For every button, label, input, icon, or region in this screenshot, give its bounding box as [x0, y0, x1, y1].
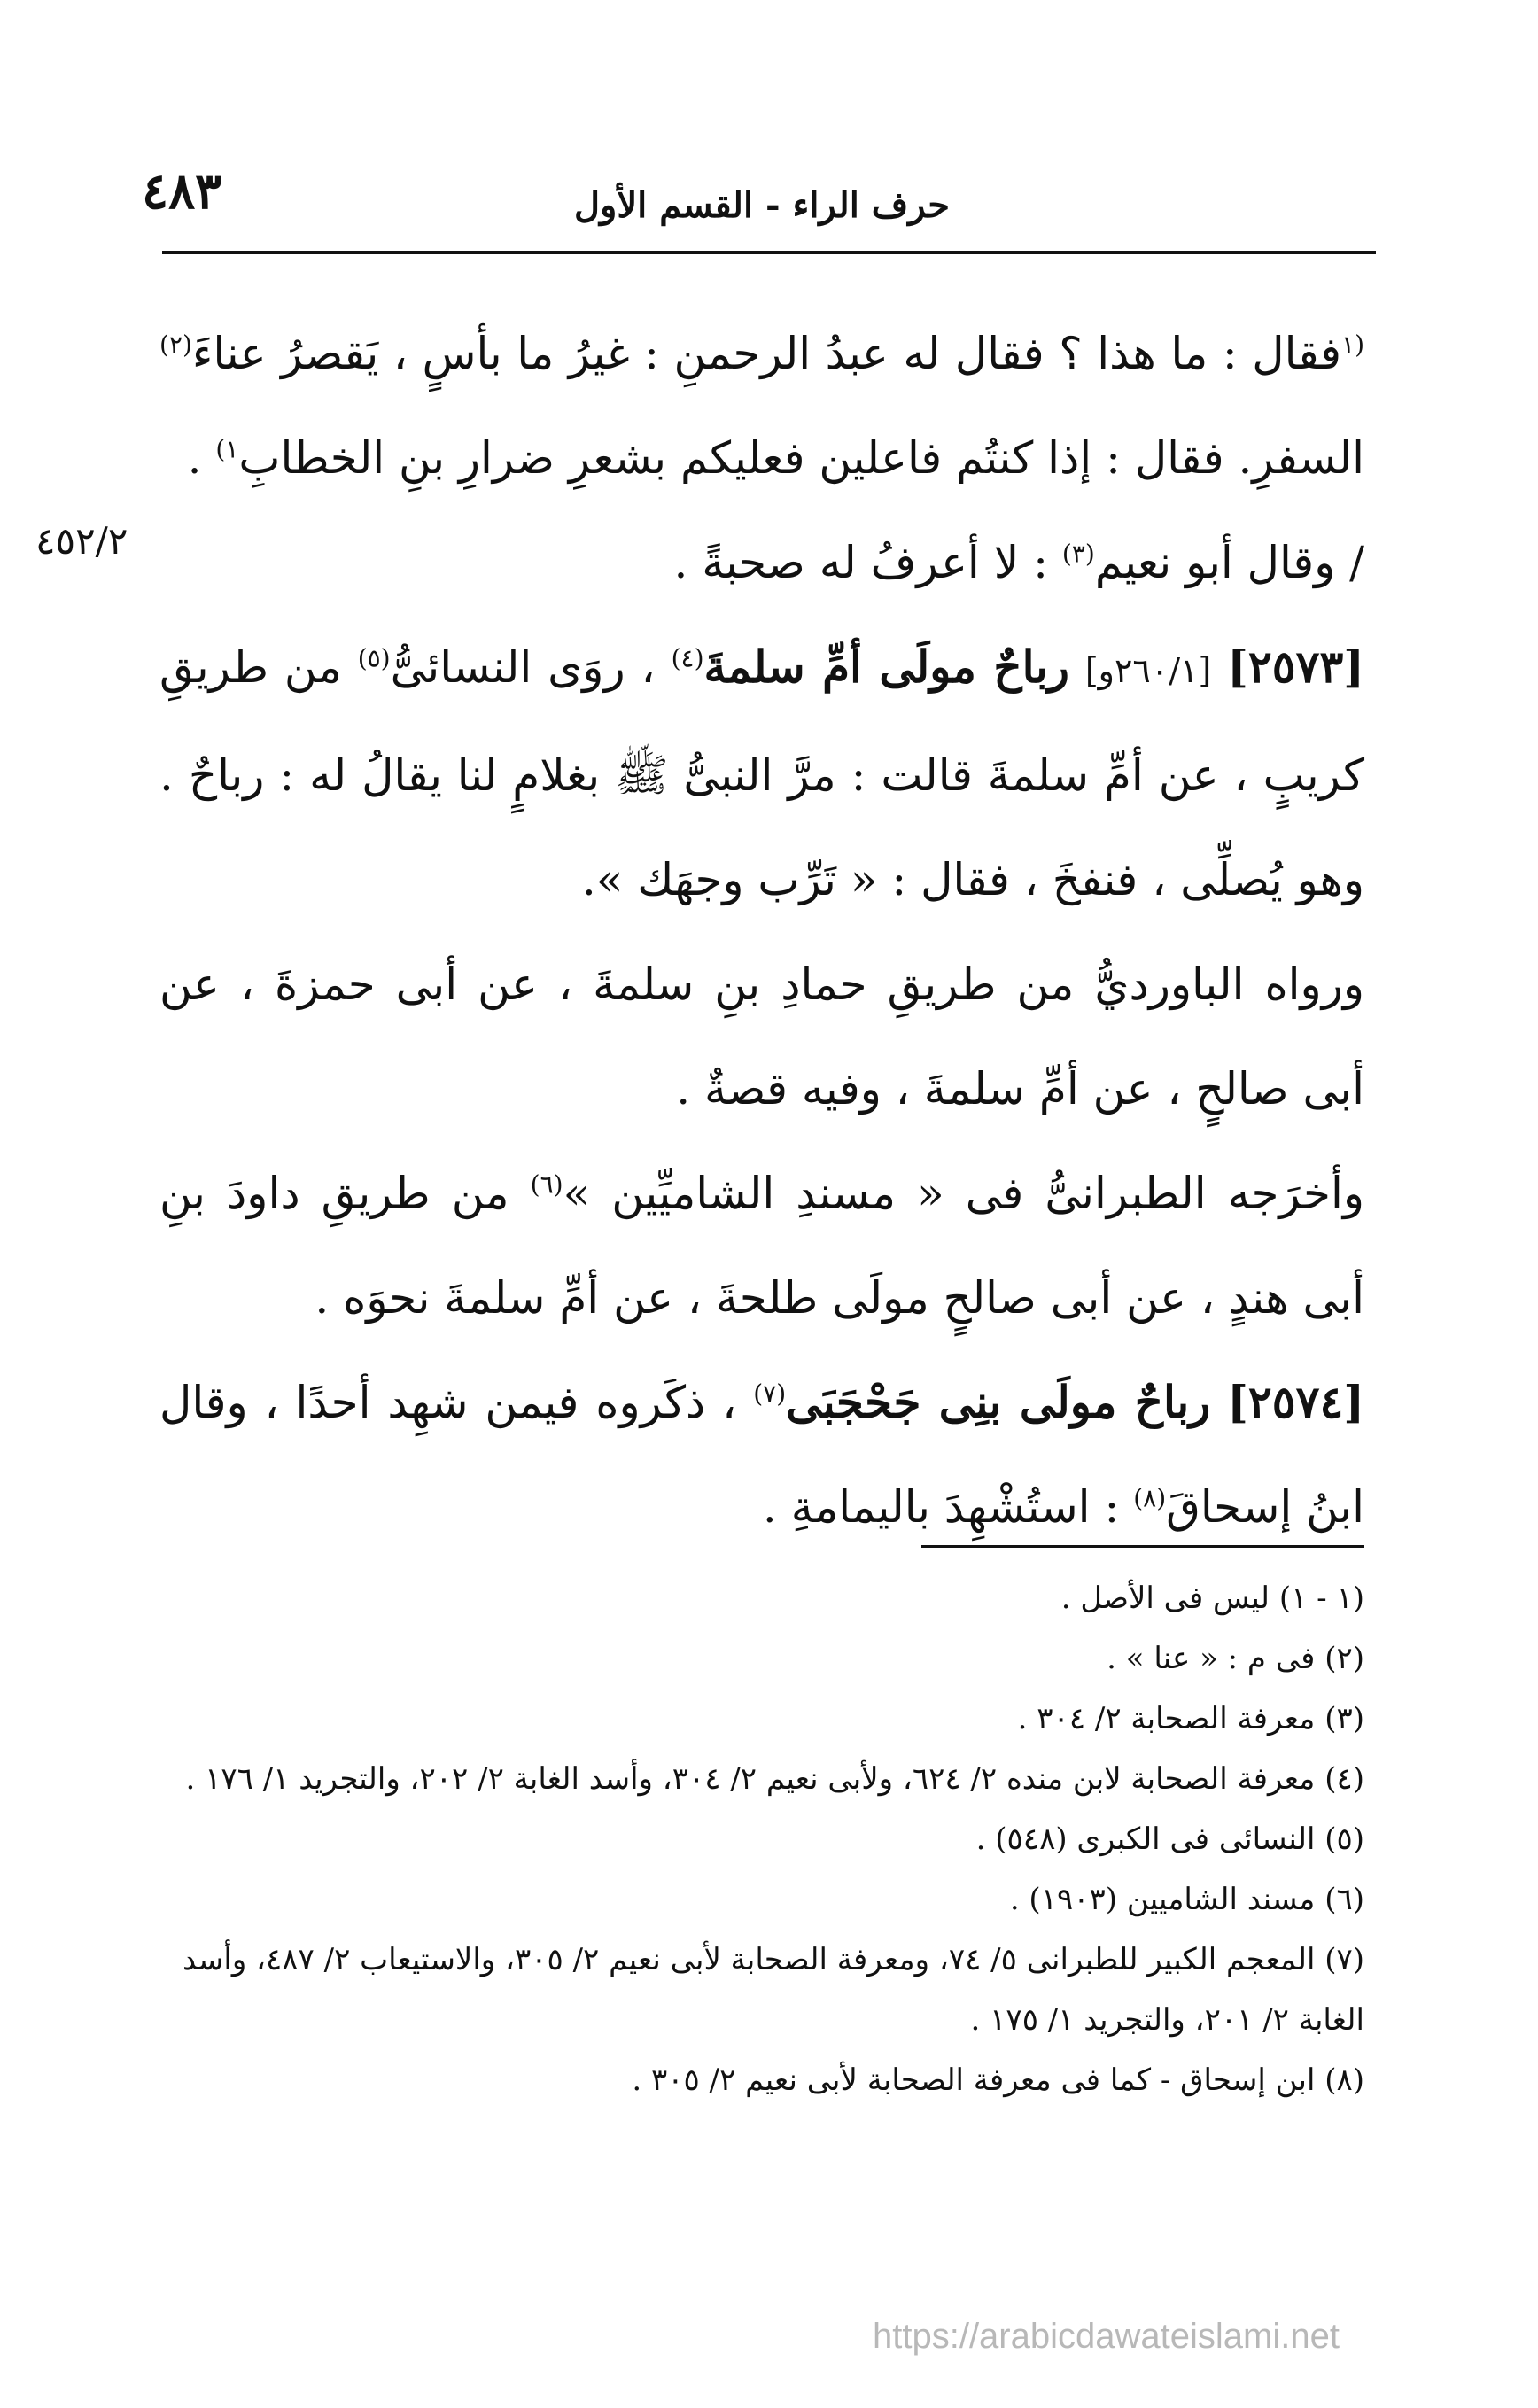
- footnote-rule: [921, 1545, 1364, 1548]
- footnote-marker: (٥): [357, 643, 391, 673]
- entry-number: [٢٥٧٣]: [1227, 641, 1364, 693]
- margin-volume-page-ref: ٤٥٢/٢: [35, 519, 128, 563]
- paragraph-text: .: [187, 432, 202, 484]
- footnote-marker: (٢): [159, 330, 192, 360]
- footnote: (٦) مسند الشاميين (١٩٠٣) .: [1009, 1882, 1364, 1917]
- paragraph-text: ورواه الباورديُّ من طريقِ حمادِ بنِ سلمةَ ، عن أبى حمزةَ ، عن أبى صالحٍ ، عن أمِّ سلمةَ ، وفيه قصةٌ .: [159, 959, 1364, 1115]
- entry-name: رباحٌ مولَى بنِى جَحْجَبَى: [786, 1376, 1211, 1428]
- paragraph-1: [159, 301, 1364, 510]
- watermark-url: https://arabicdawateislami.net: [873, 2317, 1340, 2356]
- paragraph-text: من طريقِ كريبٍ ، عن أمِّ سلمةَ قالت : مرَّ النبىُّ ﷺ بغلامٍ لنا يقالُ له : رباحٌ . وهو يُصلِّى ، فنفخَ ، فقال : « تَرِّب وجهَك ».: [159, 641, 1364, 905]
- footnote-marker: (٧): [753, 1379, 787, 1409]
- running-header-title: حرف الراء - القسم الأول: [573, 184, 950, 226]
- footnote: (٧) المعجم الكبير للطبرانى ٥/ ٧٤، ومعرفة الصحابة لأبى نعيم ٢/ ٣٠٥، والاستيعاب ٢/ ٤٨٧، وأسد الغابة ٢/ ٢٠١، والتجريد ١/ ١٧٥ .: [183, 1942, 1364, 2038]
- paragraph-text: ، روَى النسائىُّ: [390, 641, 656, 693]
- footnote-marker: (٨): [1133, 1483, 1167, 1513]
- footnote: (٣) معرفة الصحابة ٢/ ٣٠٤ .: [1017, 1701, 1364, 1736]
- footnote: (١ - ١) ليس فى الأصل .: [1060, 1581, 1364, 1616]
- footnote-marker: (١: [1341, 330, 1364, 360]
- paragraph-text: من طريقِ داودَ بنِ أبى هندٍ ، عن أبى صالحٍ مولَى طلحةَ ، عن أمِّ سلمةَ نحوَه .: [159, 1168, 1364, 1324]
- paragraph-text: ، ذكَروه فيمن شهِد أحدًا ، وقال ابنُ إسحاقَ: [159, 1377, 1364, 1533]
- paragraph-4: [159, 932, 1364, 1141]
- footnote-marker: (٤): [671, 643, 704, 673]
- footnote: (٤) معرفة الصحابة لابن منده ٢/ ٦٢٤، ولأبى نعيم ٢/ ٣٠٤، وأسد الغابة ٢/ ٢٠٢، والتجريد ١/ ١٧٦ .: [185, 1761, 1364, 1797]
- page-number: ٤٨٣: [142, 162, 222, 221]
- paragraph-text: وأخرَجه الطبرانىُّ فى « مسندِ الشاميِّين »: [563, 1168, 1364, 1219]
- footnote-marker: ١): [215, 434, 239, 464]
- main-text: [159, 301, 1364, 1559]
- entry-name: رباحٌ مولَى أمِّ سلمةَ: [703, 641, 1069, 693]
- paragraph-2: [159, 510, 1364, 615]
- paragraph-6: [159, 1350, 1364, 1559]
- footnote: (٢) فى م : « عنا » .: [1107, 1641, 1364, 1676]
- footnote-marker: (٦): [530, 1169, 563, 1200]
- header-rule: [162, 251, 1376, 254]
- footnote: (٨) ابن إسحاق - كما فى معرفة الصحابة لأبى نعيم ٢/ ٣٠٥ .: [632, 2062, 1364, 2098]
- paragraph-text: : لا أعرفُ له صحبةً .: [673, 537, 1048, 588]
- paragraph-5: [159, 1141, 1364, 1350]
- paragraph-text: : استُشْهِدَ باليمامةِ .: [762, 1481, 1120, 1533]
- paragraph-text: / وقال أبو نعيم: [1094, 537, 1364, 588]
- footnote-marker: (٣): [1061, 539, 1095, 569]
- manuscript-ref: [٢٦٠/١و]: [1084, 651, 1212, 690]
- entry-number: [٢٥٧٤]: [1227, 1376, 1364, 1428]
- paragraph-text: السفرِ. فقال : إذا كنتُم فاعلين فعليكم بشعرِ ضرارِ بنِ الخطابِ: [238, 432, 1364, 484]
- footnote: (٥) النسائى فى الكبرى (٥٤٨) .: [975, 1822, 1364, 1857]
- footnotes: [146, 1568, 1364, 2110]
- paragraph-3: [159, 615, 1364, 932]
- paragraph-text: فقال : ما هذا ؟ فقال له عبدُ الرحمنِ : غيرُ ما بأسٍ ، يَقصرُ عناءَ: [191, 328, 1342, 379]
